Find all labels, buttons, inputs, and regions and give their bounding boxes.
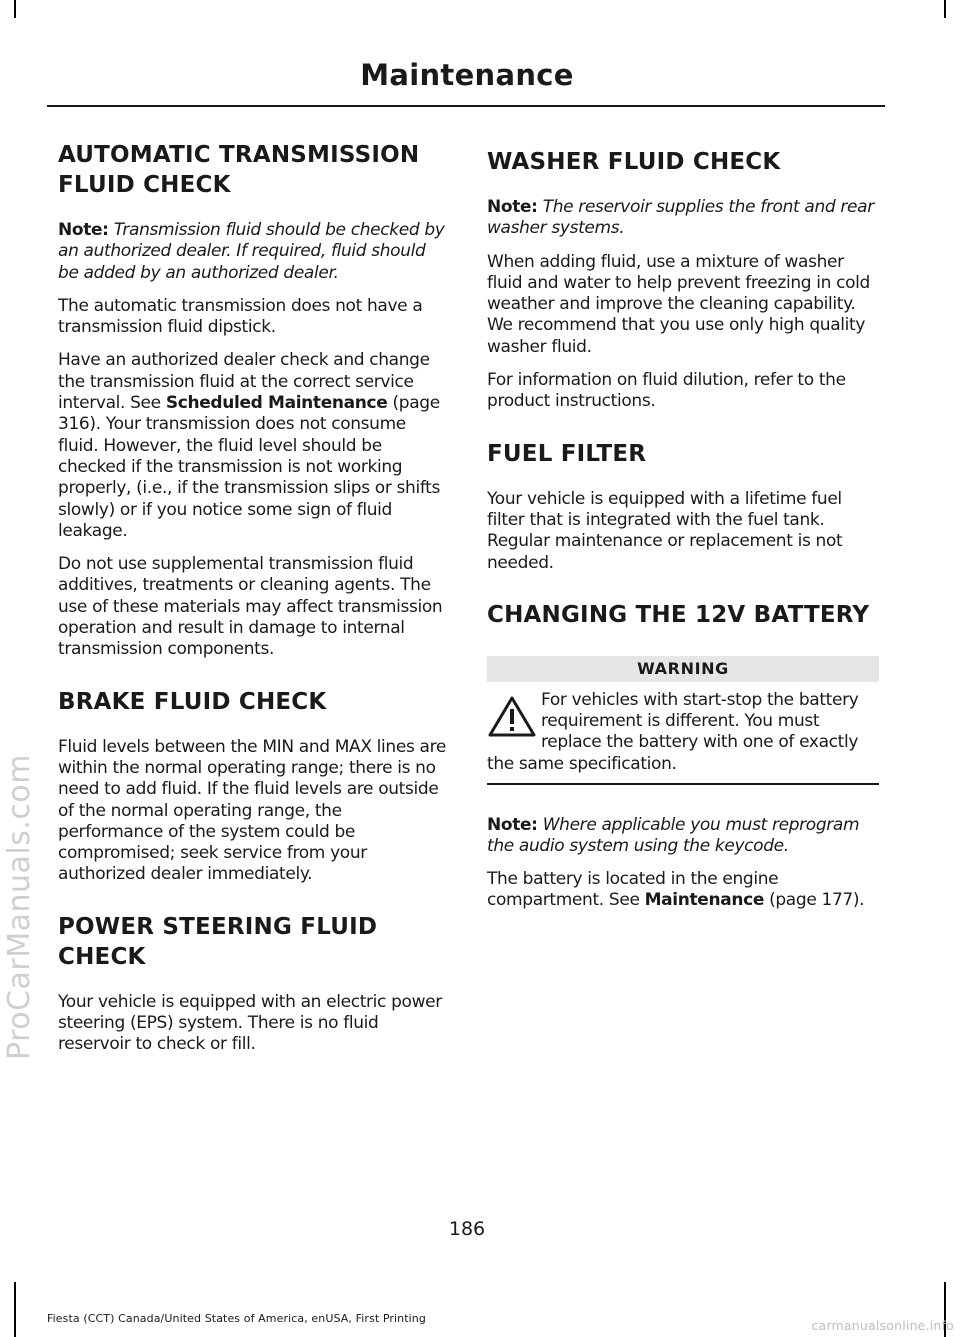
section-heading-power-steering: POWER STEERING FLUID CHECK (58, 913, 378, 970)
crop-mark-top-left (14, 0, 16, 18)
page-title: Maintenance (360, 58, 574, 92)
battery-note: Note: Where applicable you must reprogram the audio system using the keycode. (487, 814, 860, 856)
atf-note: Note: Transmission fluid should be checked by an authorized dealer. If required, fluid should be added by an authorized dealer. (58, 220, 445, 283)
maintenance-link[interactable]: Maintenance (644, 890, 765, 911)
watermark-left: ProCarManuals.com (2, 753, 37, 1060)
section-heading-atf: AUTOMATIC TRANSMISSION FLUID CHECK (58, 142, 420, 198)
section-heading-battery: CHANGING THE 12V BATTERY (487, 601, 870, 628)
atf-paragraph-2: Have an authorized dealer check and change the transmission fluid at the correct service interval. See Scheduled Maintenance (page 316). Your transmission does not consume fluid. However, the fluid level should be checked if the transmission is not working properly, (i.e., if the transmission slips or shifts slowly) or if you notice some sign of fluid leakage. (58, 350, 440, 541)
atf-paragraph-3: Do not use supplemental transmission fluid additives, treatments or cleaning agents. The use of these materials may affect transmission operation and result in damage to internal transmission components. (58, 554, 443, 660)
section-heading-washer: WASHER FLUID CHECK (487, 149, 781, 175)
header-divider (47, 105, 885, 107)
left-column (58, 140, 450, 1068)
page-number: 186 (448, 1218, 486, 1240)
brake-paragraph-1: Fluid levels between the MIN and MAX lines are within the normal operating range; there is no need to add fluid. If the fluid levels are outside of the normal operating range, the performance of the system could be compromised; seek service from your authorized dealer immediately. (58, 736, 446, 885)
washer-paragraph-1: When adding fluid, use a mixture of washer fluid and water to help prevent freezing in cold weather and improve the cleaning capability. We recommend that you use only high quality washer fluid. (487, 251, 870, 357)
atf-paragraph-1: The automatic transmission does not have a transmission fluid dipstick. (58, 295, 423, 338)
warning-banner: WARNING (487, 656, 879, 682)
fuel-filter-paragraph-1: Your vehicle is equipped with a lifetime fuel filter that is integrated with the fuel tank. Regular maintenance or replacement is not needed. (487, 488, 843, 573)
scheduled-maintenance-link[interactable]: Scheduled Maintenance (165, 393, 388, 414)
crop-mark-top-right (944, 0, 946, 18)
right-column (487, 140, 879, 924)
section-heading-fuel-filter: FUEL FILTER (487, 440, 647, 467)
washer-note: Note: The reservoir supplies the front and rear washer systems. (487, 197, 874, 239)
washer-paragraph-2: For information on fluid dilution, refer to the product instructions. (487, 370, 846, 412)
power-steering-paragraph-1: Your vehicle is equipped with an electric power steering (EPS) system. There is no fluid reservoir to check or fill. (58, 991, 442, 1055)
warning-divider (487, 783, 879, 785)
warning-text: For vehicles with start-stop the battery requirement is different. You must replace the battery with one of exactly the same specification. (487, 689, 859, 774)
battery-paragraph-1: The battery is located in the engine compartment. See Maintenance (page 177). (487, 869, 865, 911)
warning-triangle-icon (487, 694, 537, 738)
warning-box (487, 690, 879, 775)
watermark-bottom: carmanualsonline.info (811, 1318, 954, 1333)
crop-mark-bottom-left (14, 1282, 16, 1337)
section-heading-brake: BRAKE FLUID CHECK (58, 688, 327, 715)
footer-text: Fiesta (CCT) Canada/United States of America, enUSA, First Printing (47, 1312, 426, 1325)
